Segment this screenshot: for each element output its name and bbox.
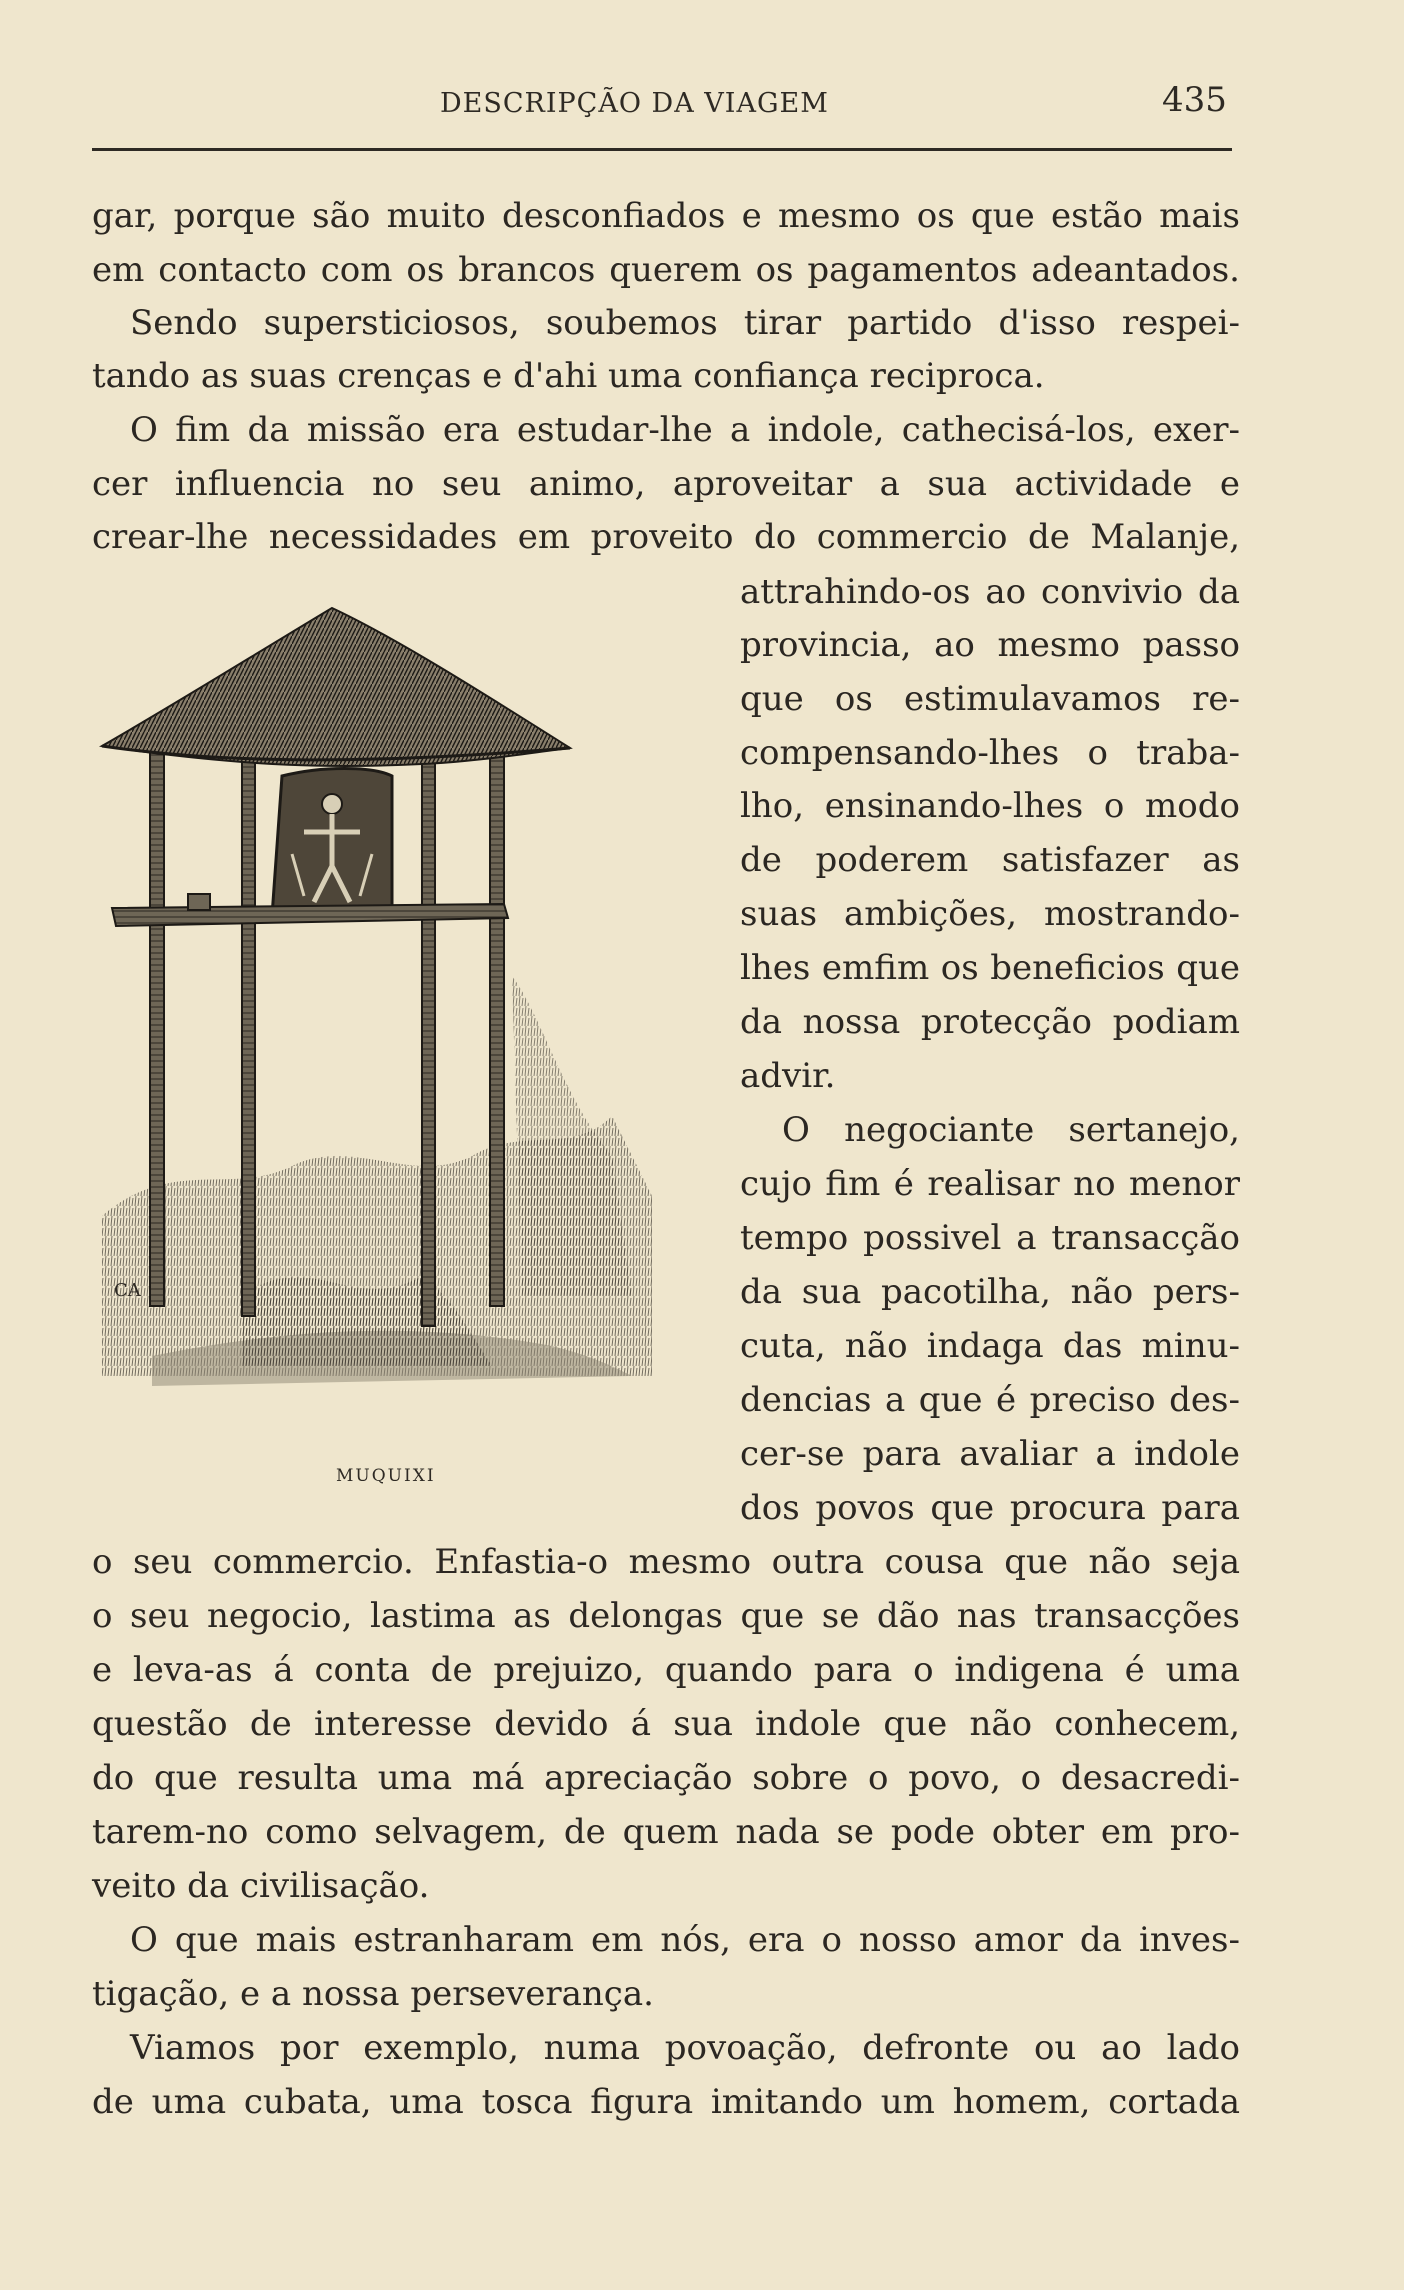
vegetation [102, 976, 652, 1386]
text-line: cer-se para avaliar a indole [740, 1434, 1240, 1474]
text-line: do que resulta uma má apreciação sobre o povo, o desacredi- [92, 1758, 1240, 1798]
text-line: o seu commercio. Enfastia-o mesmo outra cousa que não seja [92, 1542, 1240, 1582]
text-line: da nossa protecção podiam [740, 1002, 1240, 1042]
text-line: O negociante sertanejo, [782, 1110, 1240, 1150]
text-line: que os estimulavamos re- [740, 679, 1240, 719]
text-line: questão de interesse devido á sua indole que não conhecem, [92, 1704, 1240, 1744]
artist-signature: CA [114, 1280, 141, 1301]
text-line: cer influencia no seu animo, aproveitar a sua actividade e [92, 464, 1240, 504]
text-line: e leva-as á conta de prejuizo, quando para o indigena é uma [92, 1650, 1240, 1690]
text-line: cuta, não indaga das minu- [740, 1326, 1240, 1366]
page-number: 435 [1162, 80, 1227, 120]
text-line: Viamos por exemplo, numa povoação, defronte ou ao lado [130, 2028, 1240, 2068]
text-line: gar, porque são muito desconfiados e mesmo os que estão mais [92, 196, 1240, 236]
muquixi-illustration [92, 596, 716, 1426]
text-line: lho, ensinando-lhes o modo [740, 786, 1240, 826]
header-rule [92, 148, 1232, 151]
text-line: attrahindo-os ao convivio da [740, 572, 1240, 612]
text-line: dos povos que procura para [740, 1488, 1240, 1528]
text-line: cujo fim é realisar no menor [740, 1164, 1240, 1204]
text-line: tando as suas crenças e d'ahi uma confiança reciproca. [92, 356, 1045, 396]
text-line: provincia, ao mesmo passo [740, 625, 1240, 665]
running-header: DESCRIPÇÃO DA VIAGEM [440, 88, 829, 119]
text-line: lhes emfim os beneficios que [740, 948, 1240, 988]
text-line: O que mais estranharam em nós, era o nosso amor da inves- [130, 1920, 1240, 1960]
text-line: compensando-lhes o traba- [740, 733, 1240, 773]
text-line: Sendo supersticiosos, soubemos tirar partido d'isso respei- [130, 303, 1240, 343]
text-line: tigação, e a nossa perseverança. [92, 1974, 654, 2014]
text-line: veito da civilisação. [92, 1866, 430, 1906]
text-line: o seu negocio, lastima as delongas que se dão nas transacções [92, 1596, 1240, 1636]
text-line: tempo possivel a transacção [740, 1218, 1240, 1258]
text-line: O fim da missão era estudar-lhe a indole, cathecisá-los, exer- [130, 410, 1240, 450]
text-line: crear-lhe necessidades em proveito do commercio de Malanje, [92, 517, 1240, 557]
thatched-roof [102, 608, 570, 766]
text-line: dencias a que é preciso des- [740, 1380, 1240, 1420]
text-line: advir. [740, 1056, 836, 1096]
text-line: em contacto com os brancos querem os pagamentos adeantados. [92, 250, 1240, 290]
text-line: de poderem satisfazer as [740, 840, 1240, 880]
figure-caption: MUQUIXI [336, 1466, 436, 1486]
text-line: de uma cubata, uma tosca figura imitando um homem, cortada [92, 2082, 1240, 2122]
text-line: suas ambições, mostrando- [740, 894, 1240, 934]
carved-figure [272, 769, 392, 917]
text-line: tarem-no como selvagem, de quem nada se pode obter em pro- [92, 1812, 1240, 1852]
text-line: da sua pacotilha, não pers- [740, 1272, 1240, 1312]
